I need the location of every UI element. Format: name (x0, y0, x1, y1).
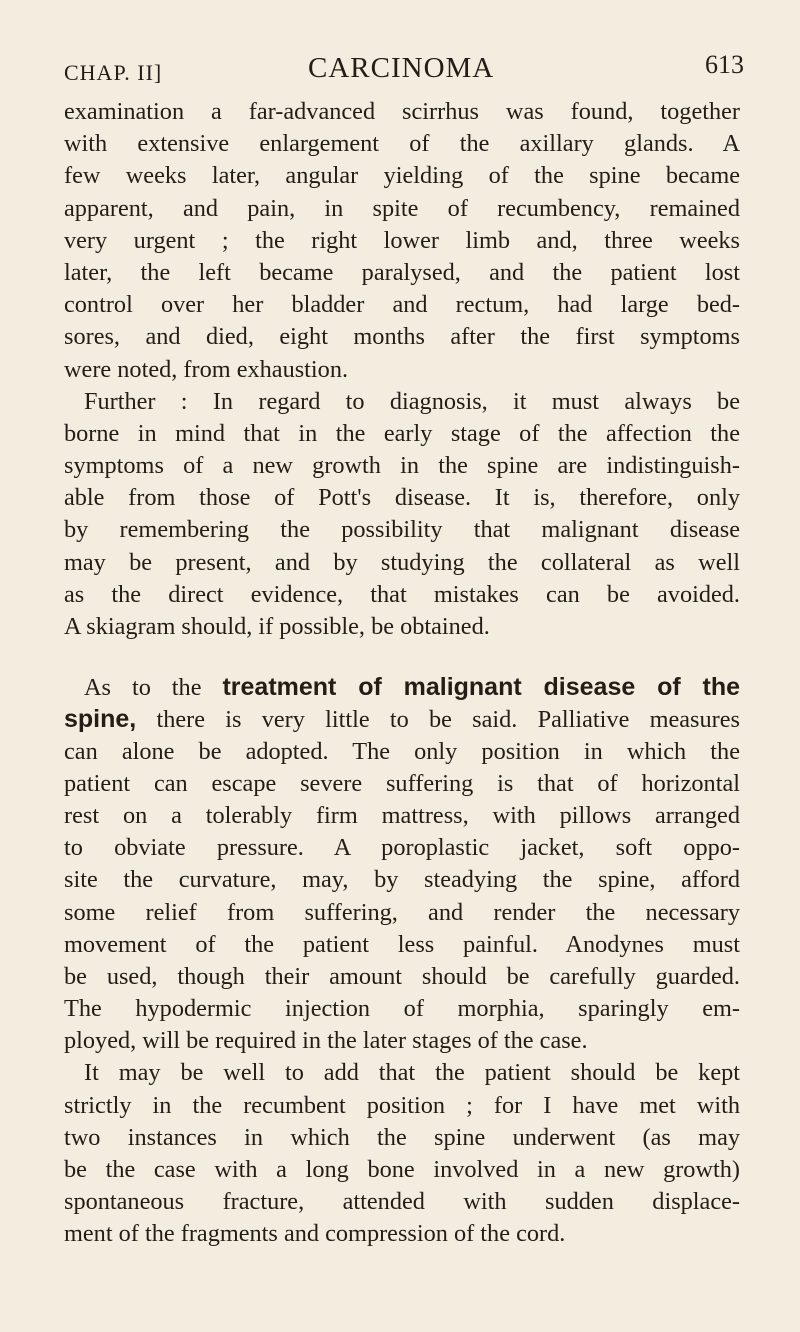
text-line: borne in mind that in the early stage of the affection the (64, 419, 740, 447)
text-line: may be present, and by studying the collateral as well (64, 548, 740, 576)
paragraph-gap (64, 643, 740, 671)
text-line: site the curvature, may, by steadying the spine, afford (64, 866, 740, 894)
text-line: symptoms of a new growth in the spine are indistinguish- (64, 452, 740, 480)
text-line: sores, and died, eight months after the first symptoms (64, 323, 740, 351)
text-line: able from those of Pott's disease. It is, therefore, only (64, 484, 740, 512)
text-line (64, 703, 740, 735)
text-line: some relief from suffering, and render the necessary (64, 898, 740, 926)
running-title: CARCINOMA (308, 52, 495, 84)
text-line: very urgent ; the right lower limb and, three weeks (64, 226, 740, 254)
page-number: 613 (705, 50, 744, 79)
text-line: ment of the fragments and compression of the cord. (64, 1220, 566, 1248)
paragraph-diagnosis (64, 386, 740, 644)
text-line: apparent, and pain, in spite of recumbency, remained (64, 194, 740, 222)
running-header (64, 48, 744, 88)
text-line: two instances in which the spine underwent (as may (64, 1123, 740, 1151)
text-line: as the direct evidence, that mistakes can be avoided. (64, 580, 740, 608)
text-line: to obviate pressure. A poroplastic jacket, soft oppo- (64, 834, 740, 862)
paragraph-recumbent (64, 1057, 740, 1250)
text-line: spontaneous fracture, attended with sudden displace- (64, 1188, 740, 1216)
text-line: with extensive enlargement of the axillary glands. A (64, 130, 740, 158)
text-line: control over her bladder and rectum, had large bed- (64, 291, 740, 319)
text-line: few weeks later, angular yielding of the spine became (64, 162, 740, 190)
text-line: Further : In regard to diagnosis, it must always be (84, 387, 740, 415)
bold-heading-run: treatment of malignant disease of the (222, 673, 740, 702)
chapter-label: CHAP. II] (64, 60, 163, 85)
text-line: be used, though their amount should be carefully guarded. (64, 962, 740, 990)
text-line: by remembering the possibility that malignant disease (64, 516, 740, 544)
text-line: be the case with a long bone involved in a new growth) (64, 1156, 740, 1183)
bold-heading-run: spine, (64, 705, 137, 734)
text-line: can alone be adopted. The only position in which the (64, 737, 740, 765)
text-run: As to the (84, 674, 223, 702)
text-line: movement of the patient less painful. Anodynes must (64, 930, 740, 958)
text-line: It may be well to add that the patient should be kept (84, 1059, 740, 1087)
text-line: rest on a tolerably firm mattress, with pillows arranged (64, 801, 740, 829)
text-line: later, the left became paralysed, and the patient lost (64, 258, 740, 286)
text-line: examination a far-advanced scirrhus was found, together (64, 98, 740, 125)
text-line (64, 671, 740, 703)
text-line: The hypodermic injection of morphia, sparingly em- (64, 995, 740, 1023)
text-line: were noted, from exhaustion. (64, 355, 349, 383)
text-line: strictly in the recumbent position ; for I have met with (64, 1091, 740, 1119)
text-line: ployed, will be required in the later stages of the case. (64, 1027, 588, 1055)
text-line: patient can escape severe suffering is that of horizontal (64, 769, 740, 797)
page-body (64, 96, 740, 1251)
text-line: A skiagram should, if possible, be obtained. (64, 613, 490, 640)
paragraph-case-report (64, 96, 740, 386)
text-run: there is very little to be said. Palliative measures (136, 706, 740, 734)
paragraph-treatment (64, 671, 740, 1057)
